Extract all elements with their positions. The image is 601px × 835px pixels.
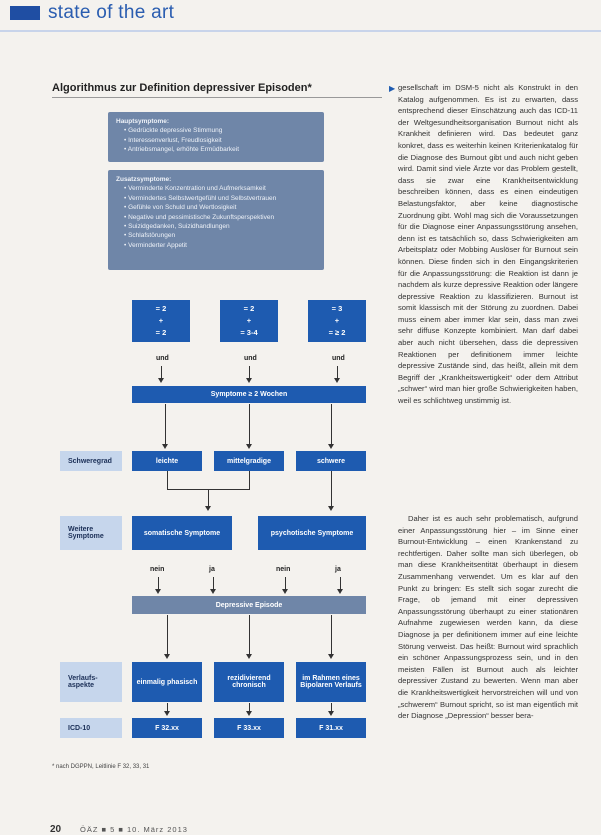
additional-symptom-item: • Gefühle von Schuld und Wertlosigkeit [124,203,316,212]
arrow-head [328,654,334,659]
main-symptom-item: • Gedrückte depressive Stimmung [124,126,316,135]
count-box-mild [132,300,190,342]
further-symptoms-side-label: Weitere Symptome [60,516,122,550]
connector-line [249,471,250,489]
additional-symptoms-heading: Zusatzsymptome: [116,176,172,183]
connector-line [208,489,209,507]
section-title: state of the art [48,2,175,23]
arrow-head [155,589,161,594]
arrow-head [246,654,252,659]
arrow-head [328,506,334,511]
count-main: = 2 [243,304,255,313]
body-paragraph: gesellschaft im DSM-5 nicht als Konstrukt in den Katalog aufgenommen. Es ist zu erwarten, dass entsprechend dieser Einschätzung auch das ICD-11 der Weltgesundheitsorganisation Burnout nicht als Krankheit definieren wird. Das bedeutet ganz konkret, dass es weiterhin keinen Kriterienkatalog für die Diagnose des Burnout gibt und auch nicht geben wird. Damit sind viele Ärzte vor das Problem gestellt, dass sie zwar eine Krankheitsentwicklung beschreiben können, dass es einen eindeutigen Belastungsfaktor, aber keine diagnostische Zuordnung gibt. Wohl mag sich die Voraussetzungen für die Diagnose einer Anpassungsstörung ansehen, denn ist es tatsächlich so, dass Schwierigkeiten am Arbeitsplatz oder Mobbing Auslöser für Burnout sein können. Diese finden sich in den Eingangskriterien für die Anpassungsstörung: die Reaktion ist dann je nachdem als kurze depressive Reaktion oder längere depressive Reaktion zu klassifizieren. Burnout ist somit klassisch mit der Störung zu zuordnen. Dabei muss einem aber immer klar sein, dass man zwei sehr diffuse Konzepte kombiniert. Man darf dabei aber auch nicht übersehen, dass die depressiven Reaktionen per definitionem immer leichte depressive Zustände sind, das heißt, allein mit dem Begriff der „Krankheitswertigkeit“ oder dem Attribut „schwer“ wird man hier große Schwierigkeiten haben, weil es schlichtweg unstimmig ist. [398,83,578,406]
main-symptom-item: • Antriebsmangel, erhöhte Ermüdbarkeit [124,145,316,154]
somatic-symptoms-box: somatische Symptome [132,516,232,550]
body-paragraph: Daher ist es auch sehr problematisch, aufgrund einer Anpassungsstörung hier – im Sinne einer Burnout-Entwicklung – einen Krankenstand zu rechtfertigen. Daher sollte man sich überlegen, ob man diese Krankheitsentität überhaupt in diesem Zusammenhang verwendet. Um es klar auf den Punkt zu bringen: Es stellt sich sogar zurecht die Frage, ob jemand mit einer depressiven Anpassungsstörung überhaupt zu einer stationären Aufnahme zugewiesen werden kann, da diese Diagnose ja per definitionem immer auf eine leichte Störung verweist. Das heißt: Burnout wird sprachlich ein schöner Anpassungsprozess sein, und in den meisten Fällen ist Burnout auch als leichter depressiver Zustand zu bewerten. Wenn man aber die Krankheitswertigkeit hervorstreichen will und von „schwerem“ Burnout spricht, so ist man eigentlich mit der Diagnose „Depression“ besser bera- [398,514,578,721]
severity-moderate-box: mittelgradige [214,451,284,471]
count-box-severe [308,300,366,342]
course-side-label: Verlaufs-aspekte [60,662,122,702]
arrow-head [246,444,252,449]
count-main: = 3 [331,304,343,313]
and-label: und [332,355,345,362]
arrow-line [331,404,332,444]
count-additional: = 2 [155,328,167,337]
icd-code-box: F 33.xx [214,718,284,738]
icd-code-box: F 32.xx [132,718,202,738]
arrow-line [249,404,250,444]
arrow-head [328,711,334,716]
count-plus: + [334,316,340,325]
continuation-marker-icon: ▶ [389,84,396,93]
arrow-line [165,404,166,444]
arrow-head [205,506,211,511]
main-symptoms-panel [108,112,324,162]
arrow-line [249,615,250,655]
arrow-line [331,615,332,655]
count-main: = 2 [155,304,167,313]
and-label: und [244,355,257,362]
arrow-head [210,589,216,594]
arrow-head [162,444,168,449]
course-single-box: einmalig phasisch [132,662,202,702]
severity-side-label: Schweregrad [60,451,122,471]
arrow-head [337,589,343,594]
course-recurrent-box: rezidivierend chronisch [214,662,284,702]
arrow-head [246,711,252,716]
arrow-head [246,378,252,383]
course-bipolar-box: im Rahmen eines Bipolaren Verlaufs [296,662,366,702]
header-divider [0,30,601,32]
depressive-episode-box: Depressive Episode [132,596,366,614]
count-box-moderate [220,300,278,342]
arrow-head [158,378,164,383]
count-plus: + [158,316,164,325]
severity-mild-box: leichte [132,451,202,471]
figure-title: Algorithmus zur Definition depressiver Episoden* [52,82,312,94]
figure-title-rule [52,97,382,98]
connector-line [167,471,168,489]
weeks-box: Symptome ≥ 2 Wochen [132,386,366,403]
magazine-issue: ÖÄZ ■ 5 ■ 10. März 2013 [80,825,188,834]
figure-footnote: * nach DGPPN, Leitlinie F 32, 33, 31 [52,764,150,770]
arrow-head [328,444,334,449]
arrow-head [334,378,340,383]
additional-symptom-item: • Negative und pessimistische Zukunftsperspektiven [124,213,316,222]
page-number: 20 [50,824,62,835]
psychotic-symptoms-box: psychotische Symptome [258,516,366,550]
connector-line [331,471,332,506]
additional-symptom-item: • Verminderte Konzentration und Aufmerksamkeit [124,184,316,193]
additional-symptom-item: • Verminderter Appetit [124,241,316,250]
count-additional: = 3-4 [240,328,258,337]
yes-label: ja [209,566,215,573]
additional-symptoms-panel [108,170,324,270]
additional-symptom-item: • Schlafstörungen [124,231,316,240]
main-symptom-item: • Interessenverlust, Freudlosigkeit [124,136,316,145]
arrow-head [282,589,288,594]
and-label: und [156,355,169,362]
additional-symptom-item: • Vermindertes Selbstwertgefühl und Selbstvertrauen [124,194,316,203]
count-plus: + [246,316,252,325]
no-label: nein [276,566,291,573]
additional-symptom-item: • Suizidgedanken, Suizidhandlungen [124,222,316,231]
yes-label: ja [335,566,341,573]
count-additional: = ≥ 2 [328,328,346,337]
icd-code-box: F 31.xx [296,718,366,738]
no-label: nein [150,566,165,573]
main-symptoms-heading: Hauptsymptome: [116,118,170,125]
header-color-block [10,6,40,20]
arrow-line [167,615,168,655]
severity-severe-box: schwere [296,451,366,471]
arrow-head [164,711,170,716]
arrow-head [164,654,170,659]
icd-side-label: ICD-10 [60,718,122,738]
